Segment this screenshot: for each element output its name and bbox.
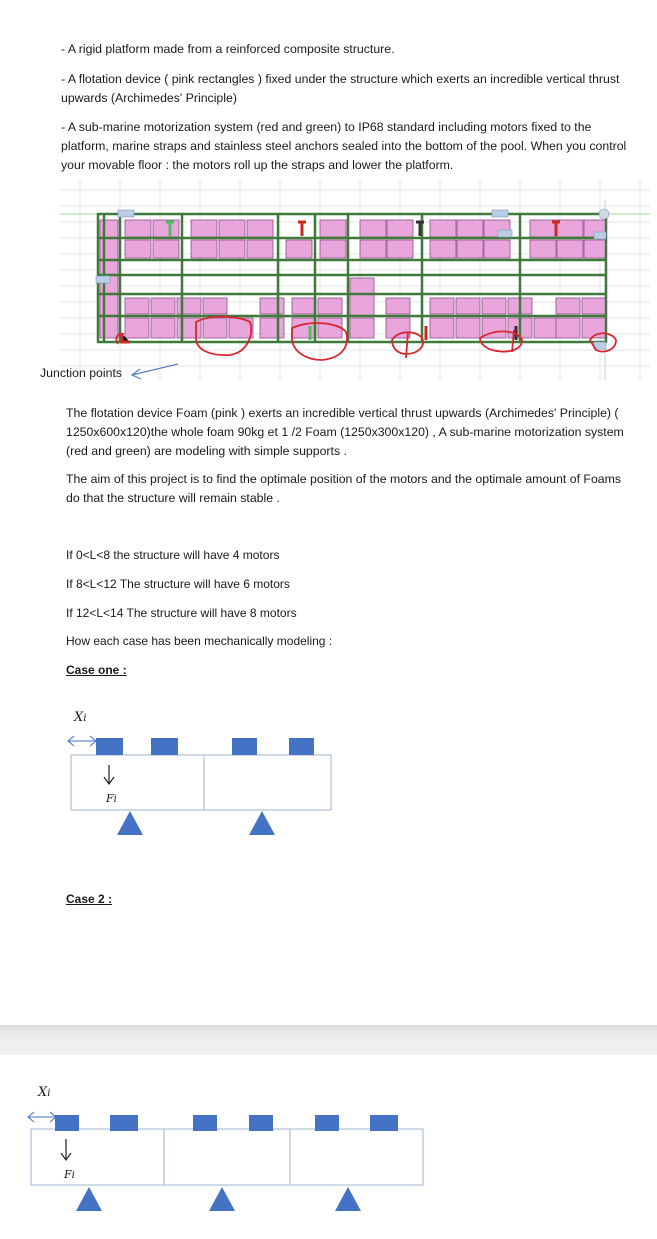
motor-block <box>232 738 257 755</box>
bullet-flotation-device: - A flotation device ( pink rectangles ) fixed under the structure which exerts an incredible vertical thrust upwards (Archimedes' Principle) <box>61 72 620 105</box>
support-triangle <box>117 811 143 835</box>
support-triangle <box>335 1187 361 1211</box>
motor-block <box>193 1115 217 1131</box>
junction-arrow <box>126 360 186 384</box>
condition-8-motors: If 12<L<14 The structure will have 8 motors <box>66 606 297 620</box>
motor-block <box>55 1115 79 1131</box>
case-two-diagram <box>22 1103 432 1215</box>
force-arrow <box>104 765 114 784</box>
motor-block <box>110 1115 138 1131</box>
force-arrow <box>61 1139 71 1160</box>
junction-points-label: Junction points <box>40 366 123 380</box>
motor-block <box>151 738 178 755</box>
case-two-x-label: Xi <box>38 1085 51 1100</box>
page-gap <box>0 1025 657 1055</box>
modeling-question: How each case has been mechanically modeling : <box>66 634 333 648</box>
bullet-rigid-platform: - A rigid platform made from a reinforced composite structure. <box>61 42 395 56</box>
motor-block <box>249 1115 273 1131</box>
beam-outline <box>31 1129 423 1185</box>
support-triangle <box>249 811 275 835</box>
aim-paragraph: The aim of this project is to find the optimale position of the motors and the optimale amount of Foams do that the structure will remain stable . <box>66 472 622 505</box>
case-one-diagram <box>60 725 340 840</box>
case-one-heading: Case one : <box>66 663 127 677</box>
motor-block <box>289 738 314 755</box>
condition-6-motors: If 8<L<12 The structure will have 6 motors <box>66 577 290 591</box>
support-triangle <box>209 1187 235 1211</box>
case-one-x-label: Xi <box>74 710 87 725</box>
motor-block <box>315 1115 339 1131</box>
motor-block <box>370 1115 398 1131</box>
motor-block <box>96 738 123 755</box>
support-triangle <box>76 1187 102 1211</box>
condition-4-motors: If 0<L<8 the structure will have 4 motors <box>66 548 280 562</box>
document-page-2 <box>0 1055 657 1239</box>
flotation-paragraph: The flotation device Foam (pink ) exerts an incredible vertical thrust upwards (Archimedes' Principle) ( 1250x600x120)the whole foam 90kg et 1 /2 Foam (1250x300x120) , A sub-marine motorization system (red and green) are modeling with simple supports . <box>66 406 624 458</box>
bullet-motorization: - A sub-marine motorization system (red and green) to IP68 standard including motors fixed to the platform, marine straps and stainless steel anchors sealed into the bottom of the pool. When you control your movable floor : the motors roll up the straps and lower the platform. <box>61 120 627 172</box>
case-two-heading: Case 2 : <box>66 892 113 906</box>
case-one-f-label: Fi <box>106 792 117 805</box>
platform-figure <box>60 180 650 380</box>
case-two-f-label: Fi <box>64 1168 75 1181</box>
